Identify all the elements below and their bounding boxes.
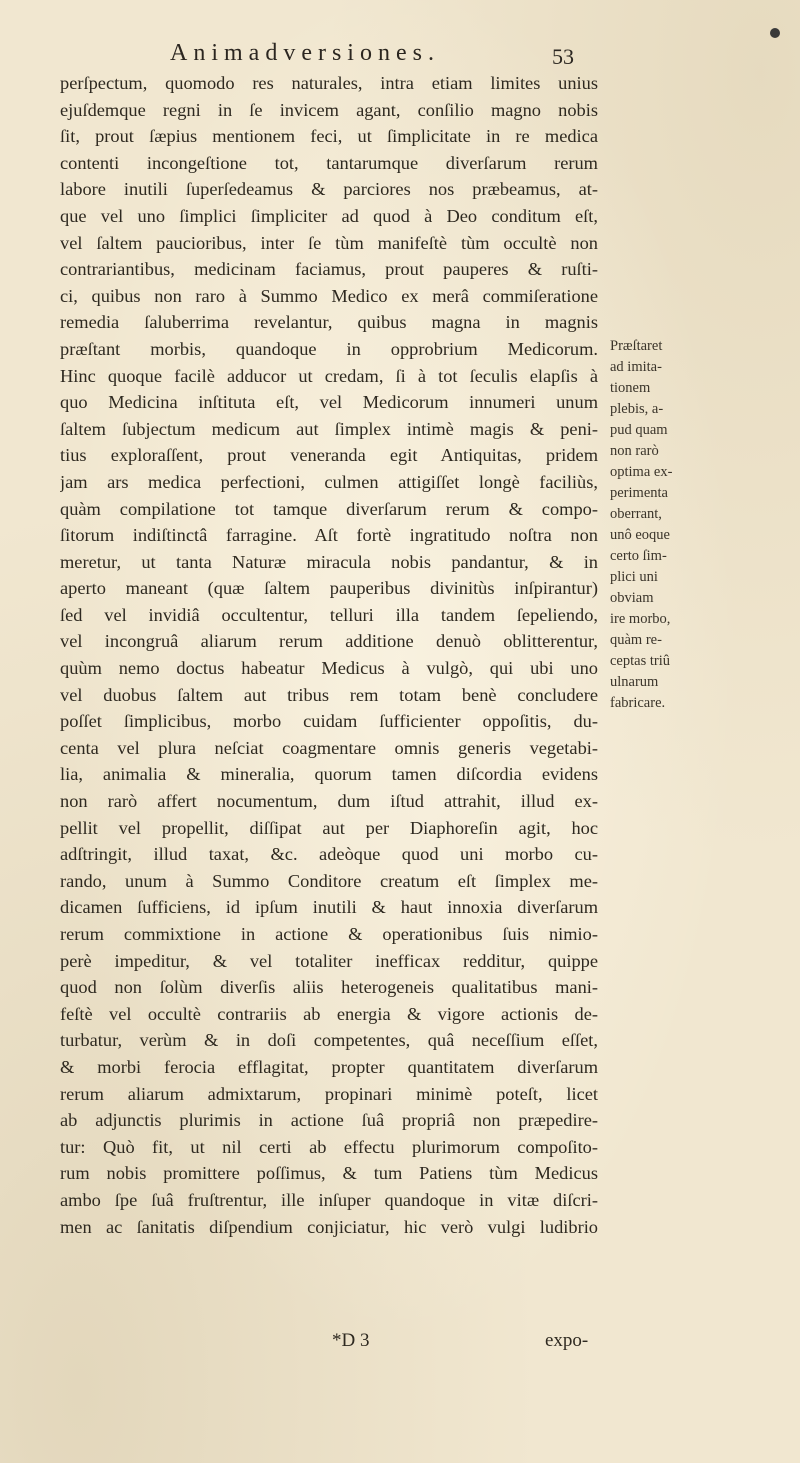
catchword: expo- — [545, 1330, 589, 1351]
margin-note-line: ulnarum — [610, 674, 659, 690]
text-line: præſtant morbis, quandoque in opprobrium Medicorum. — [60, 338, 598, 359]
margin-note-line: ire morbo, — [610, 611, 671, 627]
text-line: perè impeditur, & vel totaliter inefficax redditur, quippe — [60, 950, 598, 971]
margin-note-line: unô eoque — [610, 527, 670, 543]
text-line: feſtè vel occultè contrariis ab energia & vigore actionis de- — [60, 1003, 598, 1024]
margin-note-line: non rarò — [610, 443, 659, 459]
text-line: & morbi ferocia efflagitat, propter quantitatem diverſarum — [60, 1056, 598, 1077]
text-line: ſaltem ſubjectum medicum aut ſimplex intimè magis & peni- — [60, 418, 598, 439]
text-line: aperto maneant (quæ ſaltem pauperibus divinitùs inſpirantur) — [60, 578, 598, 599]
text-line: quùm nemo doctus habeatur Medicus à vulgò, qui ubi uno — [60, 658, 598, 679]
running-header — [170, 40, 590, 67]
text-line — [60, 1240, 598, 1267]
text-line: quod non ſolùm diverſis aliis heterogeneis qualitatibus mani- — [60, 977, 598, 998]
text-line: Hinc quoque facilè adducor ut credam, ſi à tot ſeculis elapſis à — [60, 365, 598, 386]
text-line: pellit vel propellit, diſſipat aut per Diaphoreſin agit, hoc — [60, 817, 598, 838]
margin-note-line: quàm re- — [610, 632, 662, 648]
text-line: centa vel plura neſciat coagmentare omnis generis vegetabi- — [60, 737, 598, 758]
text-line: vel incongruâ aliarum rerum additione denuò oblitterentur, — [60, 631, 598, 652]
text-line: jam ars medica perfectioni, culmen attigiſſet longè faciliùs, — [60, 471, 598, 492]
text-line: quo Medicina inſtituta eſt, vel Medicorum innumeri unum — [60, 392, 598, 413]
text-line: contrariantibus, medicinam faciamus, prout pauperes & ruſti- — [60, 259, 598, 280]
text-line: perſpectum, quomodo res naturales, intra etiam limites unius — [60, 73, 598, 93]
text-line: turbatur, verùm & in doſi competentes, quâ neceſſium eſſet, — [60, 1030, 598, 1051]
text-line: ab adjunctis plurimis in actione ſuâ propriâ non præpedire- — [60, 1110, 598, 1131]
text-line: ſitorum indiſtinctâ farragine. Aſt fortè ingratitudo noſtra non — [60, 525, 598, 546]
text-line: dicamen ſufficiens, id ipſum inutili & haut innoxia diverſarum — [60, 897, 598, 918]
text-line: ejuſdemque regni in ſe invicem agant, conſilio magno nobis — [60, 99, 598, 120]
text-line: rerum commixtione in actione & operationibus ſuis nimio- — [60, 924, 598, 944]
text-line: tius exploraſſent, prout veneranda egit Antiquitas, pridem — [60, 445, 598, 466]
margin-note-line: oberrant, — [610, 506, 662, 522]
text-line: tur: Quò fit, ut nil certi ab effectu plurimorum compoſito- — [60, 1136, 598, 1157]
text-line: que vel uno ſimplici ſimpliciter ad quod à Deo conditum eſt, — [60, 205, 598, 226]
text-line: meretur, ut tanta Naturæ miracula nobis pandantur, & in — [60, 551, 598, 572]
text-line: labore inutili ſuperſedeamus & parciores nos præbeamus, at- — [60, 179, 598, 200]
margin-note-line: optima ex- — [610, 464, 673, 480]
main-text-block — [60, 70, 598, 1267]
margin-note — [610, 336, 720, 714]
margin-note-line: perimenta — [610, 485, 668, 501]
margin-note-line: Præſtaret — [610, 338, 663, 354]
margin-note-line: plici uni — [610, 569, 658, 585]
text-line: ſed vel invidiâ occultentur, telluri illa tandem ſepeliendo, — [60, 604, 598, 625]
text-line: rerum aliarum admixtarum, propinari minimè poteſt, licet — [60, 1083, 598, 1104]
text-line: rando, unum à Summo Conditore creatum eſt ſimplex me- — [60, 870, 598, 891]
ink-stain — [770, 28, 780, 38]
text-line: remedia ſaluberrima revelantur, quibus magna in magnis — [60, 312, 598, 333]
text-line: adſtringit, illud taxat, &c. adeòque quod uni morbo cu- — [60, 844, 598, 865]
margin-note-line: certo ſim- — [610, 548, 667, 564]
text-line: non rarò affert nocumentum, dum iſtud attrahit, illud ex- — [60, 791, 598, 812]
text-line: poſſet ſimplicibus, morbo cuidam ſufficienter oppoſitis, du- — [60, 711, 598, 732]
margin-note-line: pud quam — [610, 422, 668, 438]
text-line: quàm compilatione tot tamque diverſarum rerum & compo- — [60, 498, 598, 519]
margin-note-line: ceptas triû — [610, 653, 670, 669]
text-line: vel ſaltem paucioribus, inter ſe tùm manifeſtè tùm occultè non — [60, 232, 598, 253]
margin-note-line: tionem — [610, 380, 651, 396]
text-line: vel duobus ſaltem aut tribus rem totam benè concludere — [60, 684, 598, 705]
signature-mark: *D 3 — [332, 1330, 370, 1351]
text-line: contenti incongeſtione tot, tantarumque diverſarum rerum — [60, 152, 598, 173]
text-line: ci, quibus non raro à Summo Medico ex merâ commiſeratione — [60, 285, 598, 306]
margin-note-line: plebis, a- — [610, 401, 664, 417]
margin-note-line: ad imita- — [610, 359, 662, 375]
text-line: ſit, prout ſæpius mentionem feci, ut ſimplicitate in re medica — [60, 126, 598, 147]
text-line: rum nobis promittere poſſimus, & tum Patiens tùm Medicus — [60, 1163, 598, 1184]
text-line: men ac ſanitatis diſpendium conjiciatur, hic verò vulgi ludibrio — [60, 1216, 598, 1237]
margin-note-line: obviam — [610, 590, 654, 606]
margin-note-line: fabricare. — [610, 695, 666, 711]
text-line: lia, animalia & mineralia, quorum tamen diſcordia evidens — [60, 764, 598, 785]
running-title: Animadversiones. — [170, 40, 440, 66]
page-number: 53 — [552, 44, 574, 69]
text-line: ambo ſpe ſuâ fruſtrentur, ille inſuper quandoque in vitæ diſcri- — [60, 1189, 598, 1210]
